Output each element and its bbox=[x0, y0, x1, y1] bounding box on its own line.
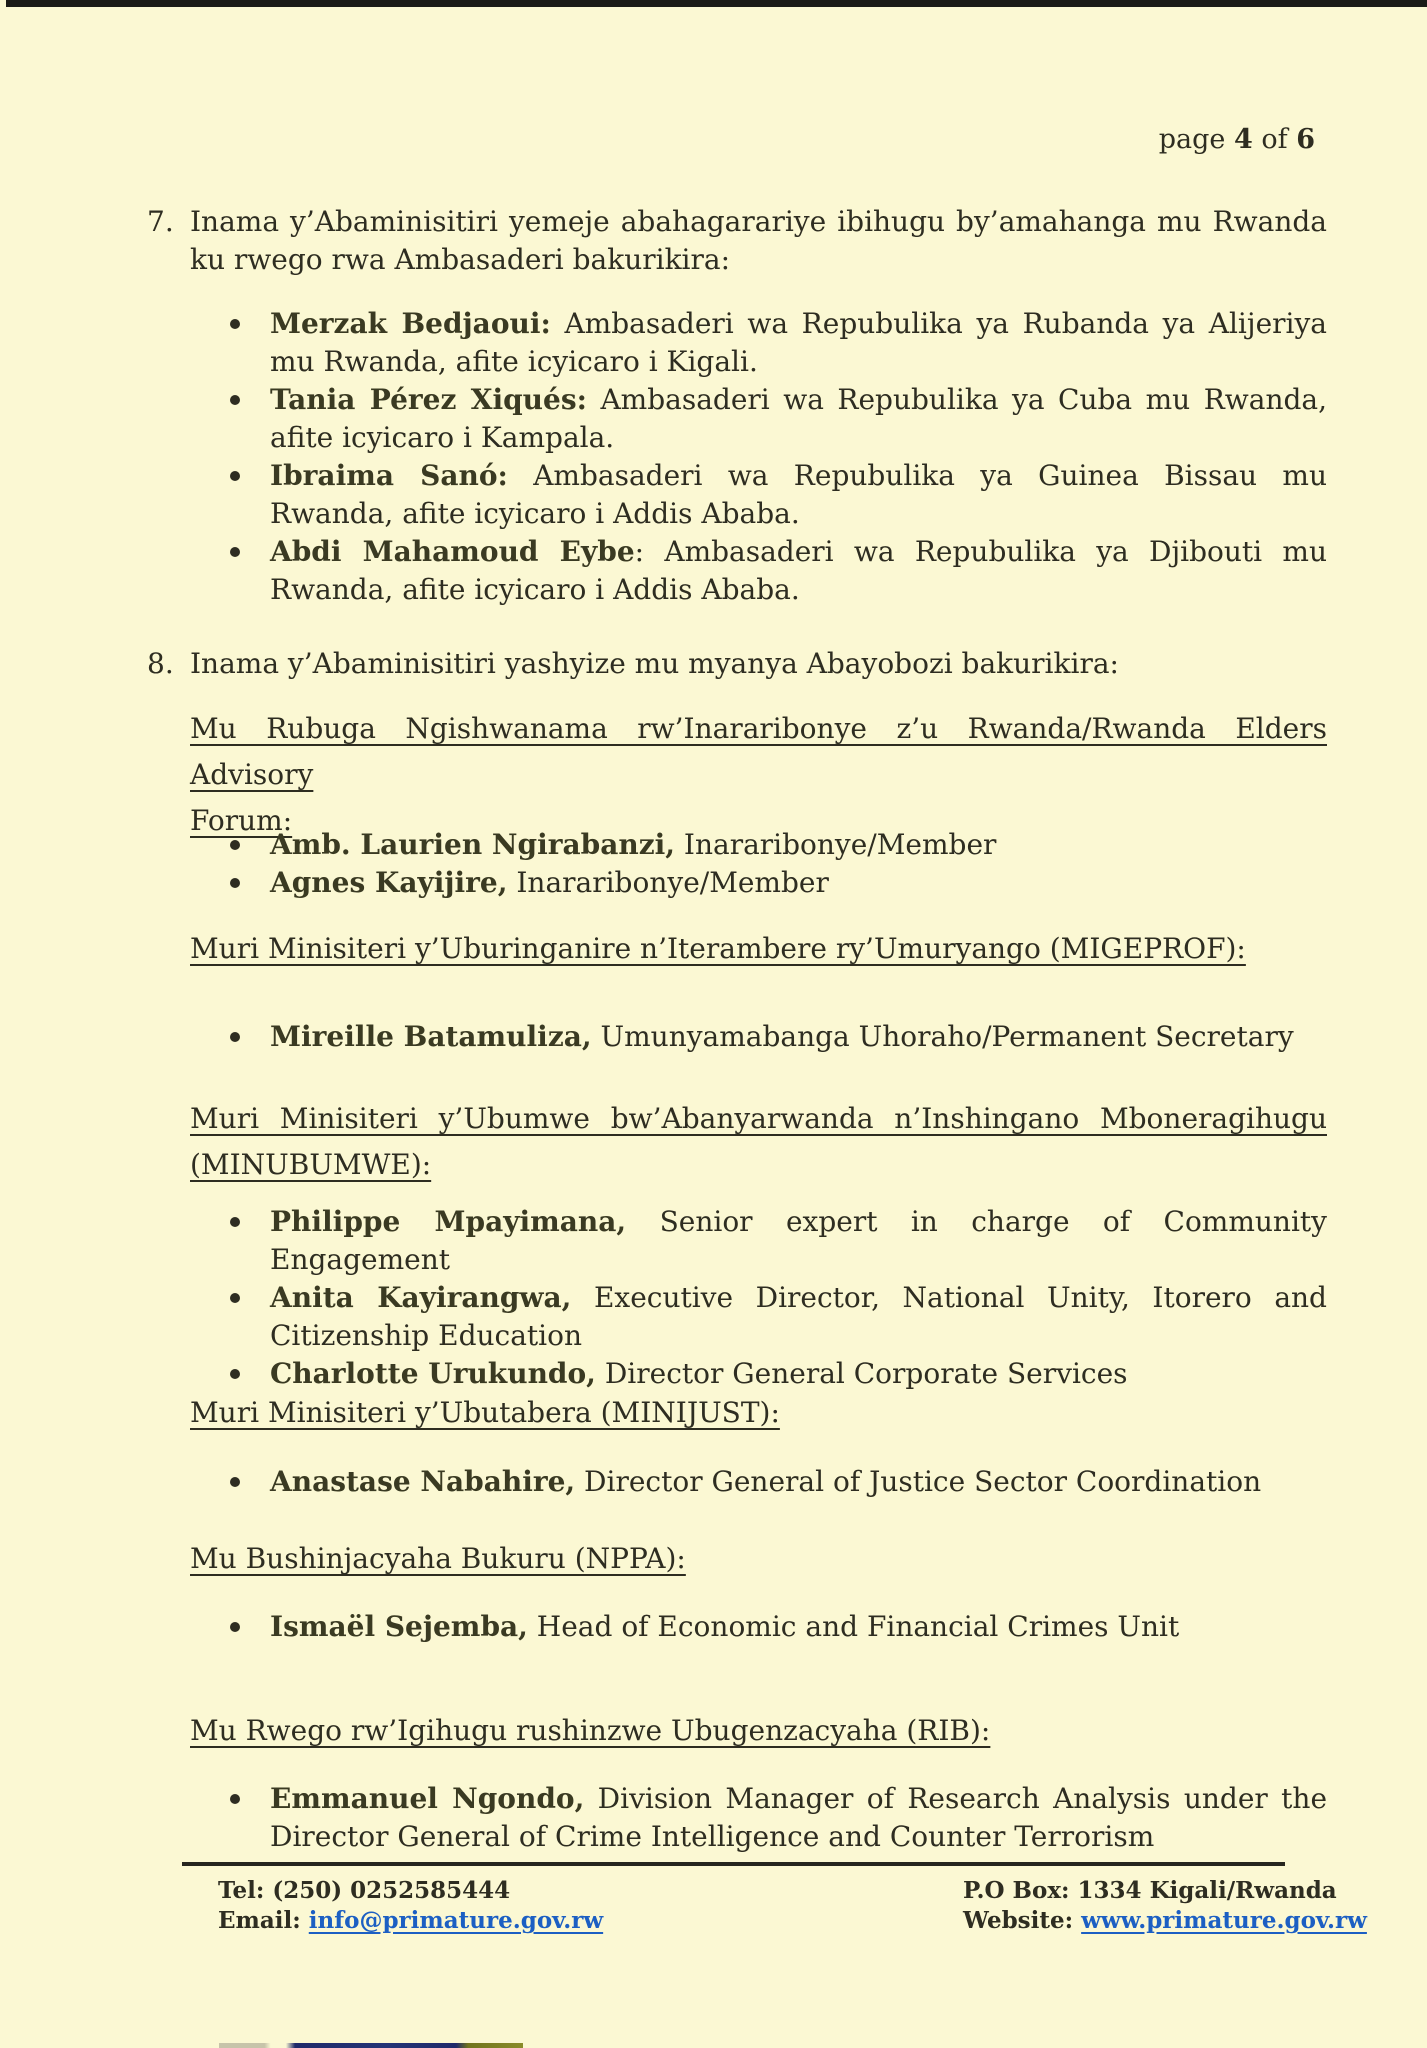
bullet-desc: Ambasaderi wa Repubulika ya Cuba mu Rwanda, afite icyicaro i Kampala. bbox=[270, 383, 1327, 454]
bullet-icon bbox=[230, 878, 240, 888]
section-heading-rib bbox=[190, 1708, 1327, 1754]
bullet-list bbox=[228, 305, 1327, 609]
section-heading-minubumwe bbox=[190, 1096, 1327, 1188]
bullet-desc: Division Manager of Research Analysis under the Director General of Crime Intelligence and Counter Terrorism bbox=[270, 1782, 1328, 1853]
footer-tel-row bbox=[218, 1876, 603, 1906]
bullet-name: Anastase Nabahire, bbox=[270, 1465, 576, 1498]
pobox-value: 1334 Kigali/Rwanda bbox=[1077, 1877, 1337, 1904]
page-label-current: 4 bbox=[1233, 124, 1253, 155]
heading-line: Mu Rubuga Ngishwanama rw’Inararibonye z’u Rwanda/Rwanda Elders Advisory bbox=[190, 712, 1327, 791]
list-item-8 bbox=[147, 645, 1327, 683]
footer-pobox-row bbox=[963, 1876, 1367, 1906]
footer-divider bbox=[182, 1862, 1285, 1866]
bullet-name: Ismaël Sejemba, bbox=[270, 1610, 528, 1643]
bullet-item bbox=[228, 533, 1327, 609]
item-number: 7. bbox=[147, 205, 174, 238]
bullet-name: Ibraima Sanó: bbox=[270, 459, 508, 492]
bullet-name: Agnes Kayijire, bbox=[270, 866, 508, 899]
bullet-icon bbox=[230, 319, 240, 329]
bullet-icon bbox=[230, 1369, 240, 1379]
bullet-item bbox=[228, 381, 1327, 457]
bullet-item bbox=[228, 1018, 1327, 1056]
heading-line: Muri Minisiteri y’Ubutabera (MINIJUST): bbox=[190, 1396, 780, 1429]
item-number: 8. bbox=[147, 647, 174, 680]
email-label: Email: bbox=[218, 1907, 301, 1934]
footer-website-row bbox=[963, 1906, 1367, 1936]
bullet-desc: Inararibonye/Member bbox=[675, 828, 997, 861]
bullet-list bbox=[228, 1203, 1327, 1393]
bullet-list bbox=[228, 1608, 1327, 1646]
bullet-desc: Inararibonye/Member bbox=[507, 866, 829, 899]
bullet-item bbox=[228, 1463, 1327, 1501]
bullet-icon bbox=[230, 547, 240, 557]
bullet-desc: Senior expert in charge of Community Engagement bbox=[270, 1205, 1327, 1276]
bullet-name: Tania Pérez Xiqués: bbox=[270, 383, 587, 416]
heading-line: Mu Rwego rw’Igihugu rushinzwe Ubugenzacyaha (RIB): bbox=[190, 1714, 991, 1747]
website-link[interactable]: www.primature.gov.rw bbox=[1081, 1907, 1367, 1934]
footer-email-row bbox=[218, 1906, 603, 1936]
bullet-name: Emmanuel Ngondo, bbox=[270, 1782, 585, 1815]
section-heading-minijust bbox=[190, 1390, 1327, 1436]
bullet-list bbox=[228, 1780, 1327, 1856]
top-scan-bar bbox=[6, 0, 1427, 7]
page-label-word: page bbox=[1158, 124, 1226, 155]
bullet-desc: Ambasaderi wa Repubulika ya Rubanda ya Alijeriya mu Rwanda, afite icyicaro i Kigali. bbox=[270, 307, 1327, 378]
bullet-item bbox=[228, 457, 1327, 533]
bullet-desc: Director General Corporate Services bbox=[595, 1357, 1128, 1390]
bullet-list bbox=[228, 826, 1327, 902]
bullet-item bbox=[228, 826, 1327, 864]
heading-line: Forum: bbox=[190, 804, 293, 837]
bullet-desc: Executive Director, National Unity, Itorero and Citizenship Education bbox=[270, 1281, 1327, 1352]
bullet-icon bbox=[230, 1477, 240, 1487]
bullet-item bbox=[228, 1780, 1327, 1856]
bullet-icon bbox=[230, 471, 240, 481]
website-label: Website: bbox=[963, 1907, 1074, 1934]
bullet-list bbox=[228, 1018, 1327, 1056]
heading-line: Muri Minisiteri y’Uburinganire n’Iterambere ry’Umuryango (MIGEPROF): bbox=[190, 932, 1246, 965]
bullet-desc: : Ambasaderi wa Repubulika ya Djibouti mu Rwanda, afite icyicaro i Addis Ababa. bbox=[270, 535, 1327, 606]
bullet-item bbox=[228, 1279, 1327, 1355]
page-label-total: 6 bbox=[1296, 124, 1315, 155]
bullet-icon bbox=[230, 840, 240, 850]
footer-right bbox=[963, 1876, 1367, 1936]
tel-value: (250) 0252585444 bbox=[272, 1877, 511, 1904]
heading-line: (MINUBUMWE): bbox=[190, 1148, 432, 1181]
bullet-icon bbox=[230, 1622, 240, 1632]
bottom-scan-artifact bbox=[219, 2043, 523, 2048]
bullet-icon bbox=[230, 1794, 240, 1804]
bullet-desc: Ambasaderi wa Repubulika ya Guinea Bissau mu Rwanda, afite icyicaro i Addis Ababa. bbox=[270, 459, 1327, 530]
page-number bbox=[1159, 124, 1315, 156]
heading-line: Muri Minisiteri y’Ubumwe bw’Abanyarwanda n’Inshingano Mboneragihugu bbox=[190, 1102, 1327, 1135]
section-heading-migeprof bbox=[190, 926, 1327, 972]
email-link[interactable]: info@primature.gov.rw bbox=[308, 1907, 604, 1934]
bullet-desc: Head of Economic and Financial Crimes Unit bbox=[527, 1610, 1180, 1643]
bullet-item bbox=[228, 1608, 1327, 1646]
bullet-desc: Umunyamabanga Uhoraho/Permanent Secretary bbox=[591, 1020, 1294, 1053]
bullet-name: Philippe Mpayimana, bbox=[270, 1205, 627, 1238]
heading-line: Mu Bushinjacyaha Bukuru (NPPA): bbox=[190, 1542, 686, 1575]
bullet-item bbox=[228, 1203, 1327, 1279]
page-label-of: of bbox=[1261, 124, 1288, 155]
pobox-label: P.O Box: bbox=[963, 1877, 1070, 1904]
section-heading-nppa bbox=[190, 1536, 1327, 1582]
bullet-icon bbox=[230, 1293, 240, 1303]
bullet-icon bbox=[230, 1217, 240, 1227]
bullet-name: Charlotte Urukundo, bbox=[270, 1357, 596, 1390]
bullet-icon bbox=[230, 1032, 240, 1042]
bullet-name: Anita Kayirangwa, bbox=[270, 1281, 572, 1314]
bullet-name: Amb. Laurien Ngirabanzi, bbox=[270, 828, 675, 861]
bullet-desc: Director General of Justice Sector Coordination bbox=[575, 1465, 1262, 1498]
list-item-7 bbox=[147, 203, 1327, 279]
bullet-name: Abdi Mahamoud Eybe bbox=[270, 535, 635, 568]
item-text: Inama y’Abaminisitiri yemeje abahagarariye ibihugu by’amahanga mu Rwanda ku rwego rwa Ambasaderi bakurikira: bbox=[190, 205, 1327, 276]
footer-left bbox=[218, 1876, 603, 1936]
bullet-list bbox=[228, 1463, 1327, 1501]
bullet-item bbox=[228, 864, 1327, 902]
item-text: Inama y’Abaminisitiri yashyize mu myanya Abayobozi bakurikira: bbox=[190, 647, 1119, 680]
bullet-name: Mireille Batamuliza, bbox=[270, 1020, 592, 1053]
section-heading-elders-forum bbox=[190, 706, 1327, 844]
bullet-item bbox=[228, 1355, 1327, 1393]
tel-label: Tel: bbox=[218, 1877, 265, 1904]
bullet-name: Merzak Bedjaoui: bbox=[270, 307, 551, 340]
bullet-item bbox=[228, 305, 1327, 381]
bullet-icon bbox=[230, 395, 240, 405]
